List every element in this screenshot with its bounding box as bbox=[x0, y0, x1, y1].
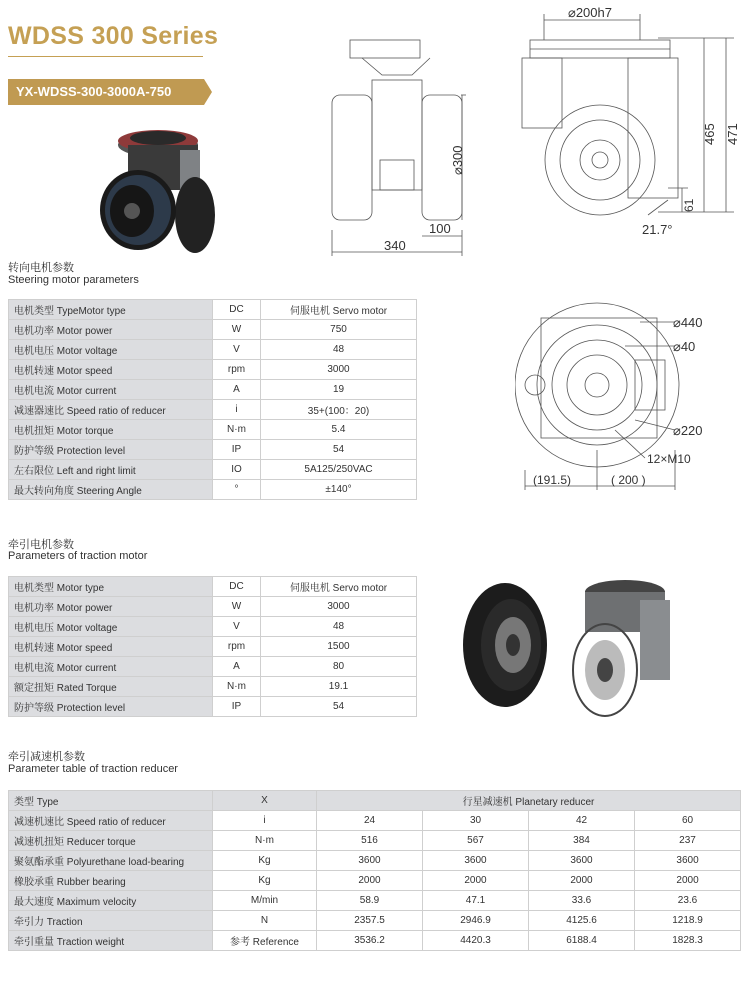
param-label: 减速器速比 Speed ratio of reducer bbox=[9, 400, 213, 420]
param-label: 聚氨酯承重 Polyurethane load-bearing bbox=[9, 851, 213, 871]
steering-title-cn: 转向电机参数 bbox=[8, 262, 74, 274]
table-row bbox=[9, 637, 417, 657]
plan-view-drawing bbox=[515, 300, 750, 500]
param-unit: IP bbox=[213, 440, 261, 460]
param-label: 防护等级 Protection level bbox=[9, 697, 213, 717]
param-value: 伺服电机 Servo motor bbox=[261, 300, 417, 320]
param-label: 电机电压 Motor voltage bbox=[9, 617, 213, 637]
param-value: 4420.3 bbox=[423, 931, 529, 951]
plan-d440-label: ⌀440 bbox=[673, 315, 703, 330]
table-row bbox=[9, 697, 417, 717]
param-unit: X bbox=[213, 791, 317, 811]
steering-title-en: Steering motor parameters bbox=[8, 274, 139, 286]
param-label: 电机电流 Motor current bbox=[9, 657, 213, 677]
table-row bbox=[9, 677, 417, 697]
param-unit: DC bbox=[213, 300, 261, 320]
traction-title-en: Parameters of traction motor bbox=[8, 550, 148, 562]
param-unit: rpm bbox=[213, 637, 261, 657]
param-label: 电机转速 Motor speed bbox=[9, 360, 213, 380]
param-unit: IP bbox=[213, 697, 261, 717]
param-value: 1500 bbox=[261, 637, 417, 657]
series-title: WDSS 300 Series bbox=[8, 22, 219, 50]
param-label: 橡胶承重 Rubber bearing bbox=[9, 871, 213, 891]
plan-d40-label: ⌀40 bbox=[673, 339, 696, 354]
param-value: ±140° bbox=[261, 480, 417, 500]
table-header-row bbox=[9, 791, 741, 811]
param-value: 3600 bbox=[529, 851, 635, 871]
plan-width1-label: (191.5) bbox=[533, 473, 572, 487]
param-unit: IO bbox=[213, 460, 261, 480]
param-unit: V bbox=[213, 617, 261, 637]
table-row bbox=[9, 911, 741, 931]
param-label: 电机类型 TypeMotor type bbox=[9, 300, 213, 320]
param-label: 减速机扭矩 Reducer torque bbox=[9, 831, 213, 851]
param-value: 3600 bbox=[423, 851, 529, 871]
param-unit: ° bbox=[213, 480, 261, 500]
param-label: 左右限位 Left and right limit bbox=[9, 460, 213, 480]
table-row bbox=[9, 831, 741, 851]
plan-width2-label: ( 200 ) bbox=[611, 473, 646, 487]
model-badge: YX-WDSS-300-3000A-750 bbox=[8, 79, 204, 105]
param-label: 类型 Type bbox=[9, 791, 213, 811]
param-unit: i bbox=[213, 400, 261, 420]
param-value: 2000 bbox=[317, 871, 423, 891]
table-row bbox=[9, 360, 417, 380]
drive-wheel-photo bbox=[90, 125, 220, 253]
front-view-drawing bbox=[322, 0, 467, 258]
tire-and-drive-photo bbox=[455, 570, 690, 720]
param-value: 1218.9 bbox=[635, 911, 741, 931]
param-label: 电机功率 Motor power bbox=[9, 320, 213, 340]
height-471-label: 471 bbox=[725, 123, 740, 145]
param-value: 384 bbox=[529, 831, 635, 851]
param-value: 2357.5 bbox=[317, 911, 423, 931]
param-label: 防护等级 Protection level bbox=[9, 440, 213, 460]
param-label: 牵引重量 Traction weight bbox=[9, 931, 213, 951]
param-unit: M/min bbox=[213, 891, 317, 911]
param-value: 24 bbox=[317, 811, 423, 831]
param-value: 58.9 bbox=[317, 891, 423, 911]
param-unit: V bbox=[213, 340, 261, 360]
param-label: 电机扭矩 Motor torque bbox=[9, 420, 213, 440]
param-value: 30 bbox=[423, 811, 529, 831]
param-value: 54 bbox=[261, 697, 417, 717]
table-row bbox=[9, 577, 417, 597]
param-value: 33.6 bbox=[529, 891, 635, 911]
title-divider bbox=[8, 56, 203, 57]
table-row bbox=[9, 400, 417, 420]
traction-table bbox=[8, 576, 417, 717]
param-value: 3600 bbox=[317, 851, 423, 871]
table-row bbox=[9, 460, 417, 480]
table-row bbox=[9, 480, 417, 500]
param-label: 最大速度 Maximum velocity bbox=[9, 891, 213, 911]
table-row bbox=[9, 891, 741, 911]
wheel-diameter-label: ⌀300 bbox=[450, 145, 465, 175]
param-unit: i bbox=[213, 811, 317, 831]
table-row bbox=[9, 597, 417, 617]
param-value: 伺服电机 Servo motor bbox=[261, 577, 417, 597]
param-value: 5.4 bbox=[261, 420, 417, 440]
height-465-label: 465 bbox=[702, 123, 717, 145]
table-row bbox=[9, 300, 417, 320]
param-unit: N bbox=[213, 911, 317, 931]
top-width-label: ⌀200h7 bbox=[568, 5, 612, 20]
param-value: 23.6 bbox=[635, 891, 741, 911]
param-value: 2000 bbox=[423, 871, 529, 891]
param-value: 2946.9 bbox=[423, 911, 529, 931]
param-unit: W bbox=[213, 320, 261, 340]
table-row bbox=[9, 931, 741, 951]
param-unit: 参考 Reference bbox=[213, 931, 317, 951]
param-value: 47.1 bbox=[423, 891, 529, 911]
param-unit: W bbox=[213, 597, 261, 617]
param-value: 4125.6 bbox=[529, 911, 635, 931]
param-value: 48 bbox=[261, 617, 417, 637]
param-unit: N·m bbox=[213, 677, 261, 697]
steering-table bbox=[8, 299, 417, 500]
param-value: 54 bbox=[261, 440, 417, 460]
front-width-label: 340 bbox=[384, 238, 406, 253]
param-value: 42 bbox=[529, 811, 635, 831]
param-value: 35+(100：20) bbox=[261, 400, 417, 420]
table-row bbox=[9, 380, 417, 400]
param-value: 2000 bbox=[529, 871, 635, 891]
param-unit: N·m bbox=[213, 420, 261, 440]
param-value: 6188.4 bbox=[529, 931, 635, 951]
param-label: 电机电压 Motor voltage bbox=[9, 340, 213, 360]
param-label: 最大转向角度 Steering Angle bbox=[9, 480, 213, 500]
param-label: 电机电流 Motor current bbox=[9, 380, 213, 400]
param-value: 60 bbox=[635, 811, 741, 831]
table-row bbox=[9, 617, 417, 637]
param-value: 19.1 bbox=[261, 677, 417, 697]
plan-bolts-label: 12×M10 bbox=[647, 452, 691, 466]
param-unit: DC bbox=[213, 577, 261, 597]
param-value: 3600 bbox=[635, 851, 741, 871]
table-row bbox=[9, 871, 741, 891]
traction-title-cn: 牵引电机参数 bbox=[8, 539, 74, 551]
param-value: 19 bbox=[261, 380, 417, 400]
side-view-drawing bbox=[518, 0, 750, 240]
table-row bbox=[9, 440, 417, 460]
param-value: 3536.2 bbox=[317, 931, 423, 951]
param-label: 减速机速比 Speed ratio of reducer bbox=[9, 811, 213, 831]
param-value: 行星减速机 Planetary reducer bbox=[317, 791, 741, 811]
param-unit: A bbox=[213, 380, 261, 400]
height-61-label: 61 bbox=[682, 198, 696, 212]
table-row bbox=[9, 320, 417, 340]
param-label: 电机类型 Motor type bbox=[9, 577, 213, 597]
param-value: 3000 bbox=[261, 360, 417, 380]
table-row bbox=[9, 420, 417, 440]
reducer-table bbox=[8, 790, 741, 951]
param-unit: A bbox=[213, 657, 261, 677]
param-value: 80 bbox=[261, 657, 417, 677]
param-value: 3000 bbox=[261, 597, 417, 617]
reducer-title-en: Parameter table of traction reducer bbox=[8, 763, 178, 775]
param-value: 750 bbox=[261, 320, 417, 340]
angle-label: 21.7° bbox=[642, 222, 673, 237]
param-value: 2000 bbox=[635, 871, 741, 891]
table-row bbox=[9, 851, 741, 871]
param-unit: Kg bbox=[213, 871, 317, 891]
param-value: 5A125/250VAC bbox=[261, 460, 417, 480]
param-value: 48 bbox=[261, 340, 417, 360]
param-unit: N·m bbox=[213, 831, 317, 851]
table-row bbox=[9, 657, 417, 677]
table-row bbox=[9, 811, 741, 831]
param-unit: rpm bbox=[213, 360, 261, 380]
plan-d220-label: ⌀220 bbox=[673, 423, 703, 438]
param-label: 额定扭矩 Rated Torque bbox=[9, 677, 213, 697]
param-unit: Kg bbox=[213, 851, 317, 871]
param-value: 1828.3 bbox=[635, 931, 741, 951]
param-label: 牵引力 Traction bbox=[9, 911, 213, 931]
front-inner-label: 100 bbox=[429, 221, 451, 236]
reducer-title-cn: 牵引减速机参数 bbox=[8, 751, 85, 763]
param-value: 237 bbox=[635, 831, 741, 851]
param-value: 567 bbox=[423, 831, 529, 851]
param-label: 电机转速 Motor speed bbox=[9, 637, 213, 657]
table-row bbox=[9, 340, 417, 360]
param-value: 516 bbox=[317, 831, 423, 851]
param-label: 电机功率 Motor power bbox=[9, 597, 213, 617]
